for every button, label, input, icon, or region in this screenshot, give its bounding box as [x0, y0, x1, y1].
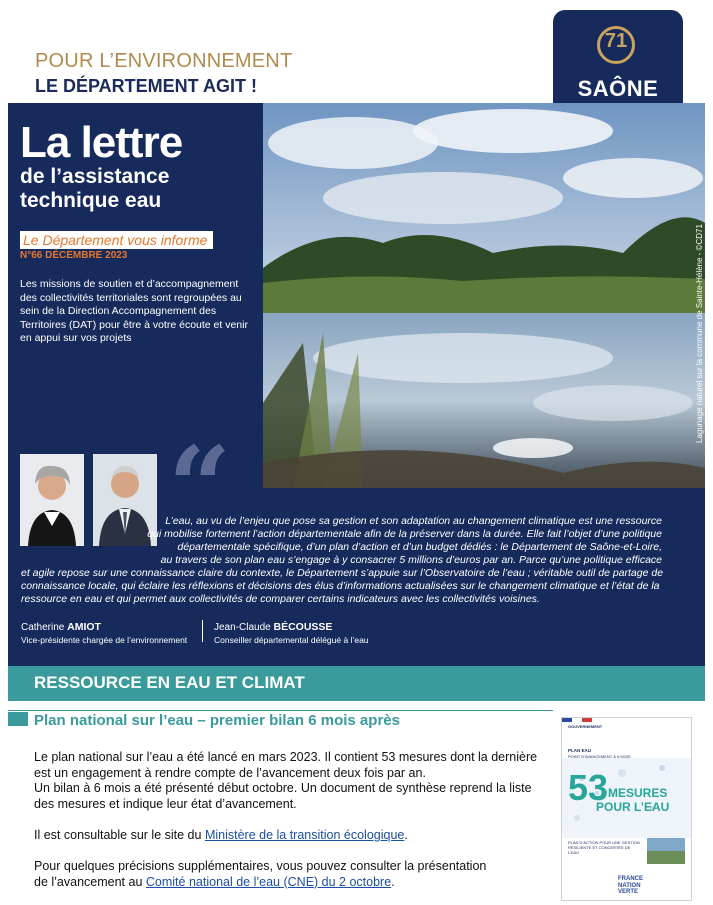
- quote-line: ressource en eau et qui permet aux collectivités de comparer certains indicateurs avec les collectivités voisines.: [21, 593, 540, 605]
- issue-number: N°66 DÉCEMBRE 2023: [20, 250, 128, 261]
- section-bar: [8, 666, 705, 701]
- photo-caption-wrap: [683, 113, 704, 443]
- section-title: RESSOURCE EN EAU ET CLIMAT: [34, 673, 305, 692]
- plan-eau-cover[interactable]: [561, 717, 692, 901]
- cover-point: POINT D’AVANCEMENT À 6 MOIS: [568, 754, 631, 759]
- lagoon-photo: [263, 103, 705, 488]
- paragraph-3: [34, 859, 486, 890]
- intro-text: Les missions de soutien et d’accompagnement des collectivités territoriales sont regroupées au sein de la Direction Accompagnement des Territoires (DAT) pour être à votre écoute et venir en appui sur vos projets: [20, 278, 248, 345]
- signatory-role: Vice-présidente chargée de l’environnement: [21, 635, 188, 645]
- subsection-rule: [8, 710, 553, 711]
- header-line-1: POUR L’ENVIRONNEMENT: [35, 50, 293, 72]
- quote-line: et agile repose sur une connaissance claire du contexte, le Département s’appuie sur l’Observatoire de l’eau ; véritable outil de partage de: [21, 567, 664, 579]
- cover-pour: POUR L’EAU: [596, 800, 670, 814]
- quote-line: au travers de son plan eau s’engage à y consacrer 5 millions d’euros par an. Parce qu’une politique efficace: [160, 554, 662, 566]
- cover-france-nation-verte: FRANCE NATION VERTE: [618, 876, 643, 895]
- quote-line: départementale spécifique, d’un plan d’action et d’un budget dédiés : le Département de Saône-et-Loire,: [177, 541, 662, 553]
- letter-subtitle: [20, 165, 169, 213]
- cover-small: PLAN D’ACTION POUR UNE GESTION RÉSILIENTE ET CONCERTÉE DE L’EAU: [568, 840, 640, 855]
- subsection-marker: [8, 712, 28, 726]
- logo-number: 71: [604, 30, 628, 52]
- paragraph-line: de l’avancement au Comité national de l’eau (CNE) du 2 octobre.: [34, 874, 395, 889]
- landscape-image: [263, 103, 705, 488]
- ministry-link[interactable]: Ministère de la transition écologique: [204, 828, 405, 842]
- cover-big-number: 53: [568, 767, 609, 808]
- quote-line: connaissance locale, qui éclaire les réflexions et décisions des élus d’informations actualisées sur le changement climatique et l’état de la: [21, 580, 660, 592]
- letter-title: La lettre: [20, 118, 183, 167]
- paragraph-line: Un bilan à 6 mois a été présenté début octobre. Un document de synthèse reprend la liste: [34, 781, 532, 795]
- paragraph-1: [34, 750, 537, 812]
- signatory-name: Jean-Claude BÉCOUSSE: [214, 621, 333, 633]
- signatory-divider: [202, 620, 203, 642]
- inform-badge: Le Département vous informe: [20, 231, 213, 249]
- signatory-amiot: [21, 621, 187, 645]
- quote-line: qui mobilise fortement l’action départementale afin de la préserver dans la durée. Elle fait l’objet d’une politique: [147, 528, 662, 540]
- signatory-name: Catherine AMIOT: [21, 621, 101, 633]
- signatory-becousse: [214, 621, 369, 645]
- photo-caption: Lagunage naturel sur la commune de Sainte-Hélène - ©CD71: [695, 224, 704, 443]
- letter-subtitle-line-2: technique eau: [20, 189, 162, 212]
- cover-gov: GOUVERNEMENT: [568, 724, 603, 729]
- paragraph-line: Pour quelques précisions supplémentaires, vous pouvez consulter la présentation: [34, 859, 487, 873]
- letter-subtitle-line-1: de l’assistance: [20, 165, 170, 188]
- paragraph-line: est un engagement à rendre compte de l’avancement deux fois par an.: [34, 765, 426, 780]
- logo-line-1: SAÔNE: [577, 76, 659, 101]
- cover-mesures: MESURES: [608, 786, 668, 800]
- paragraph-line: des mesures et indique leur état d’avancement.: [34, 796, 297, 811]
- portrait-amiot: [20, 454, 84, 546]
- subsection-title: Plan national sur l’eau – premier bilan 6 mois après: [34, 712, 400, 729]
- portrait-amiot-image: [20, 454, 84, 546]
- header-line-2: LE DÉPARTEMENT AGIT !: [35, 76, 257, 96]
- quote-icon: “: [168, 422, 232, 551]
- signatory-role: Conseiller départemental délégué à l’eau: [214, 635, 369, 645]
- paragraph-line: Le plan national sur l’eau a été lancé en mars 2023. Il contient 53 mesures dont la dernière: [34, 750, 538, 764]
- paragraph-2: Il est consultable sur le site du Ministère de la transition écologique.: [34, 828, 408, 842]
- cover-plan: PLAN EAU: [568, 748, 592, 753]
- quote-line: L’eau, au vu de l’enjeu que pose sa gestion et son adaptation au changement climatique est une ressource: [165, 515, 662, 527]
- cne-link[interactable]: Comité national de l’eau (CNE) du 2 octobre: [145, 874, 392, 889]
